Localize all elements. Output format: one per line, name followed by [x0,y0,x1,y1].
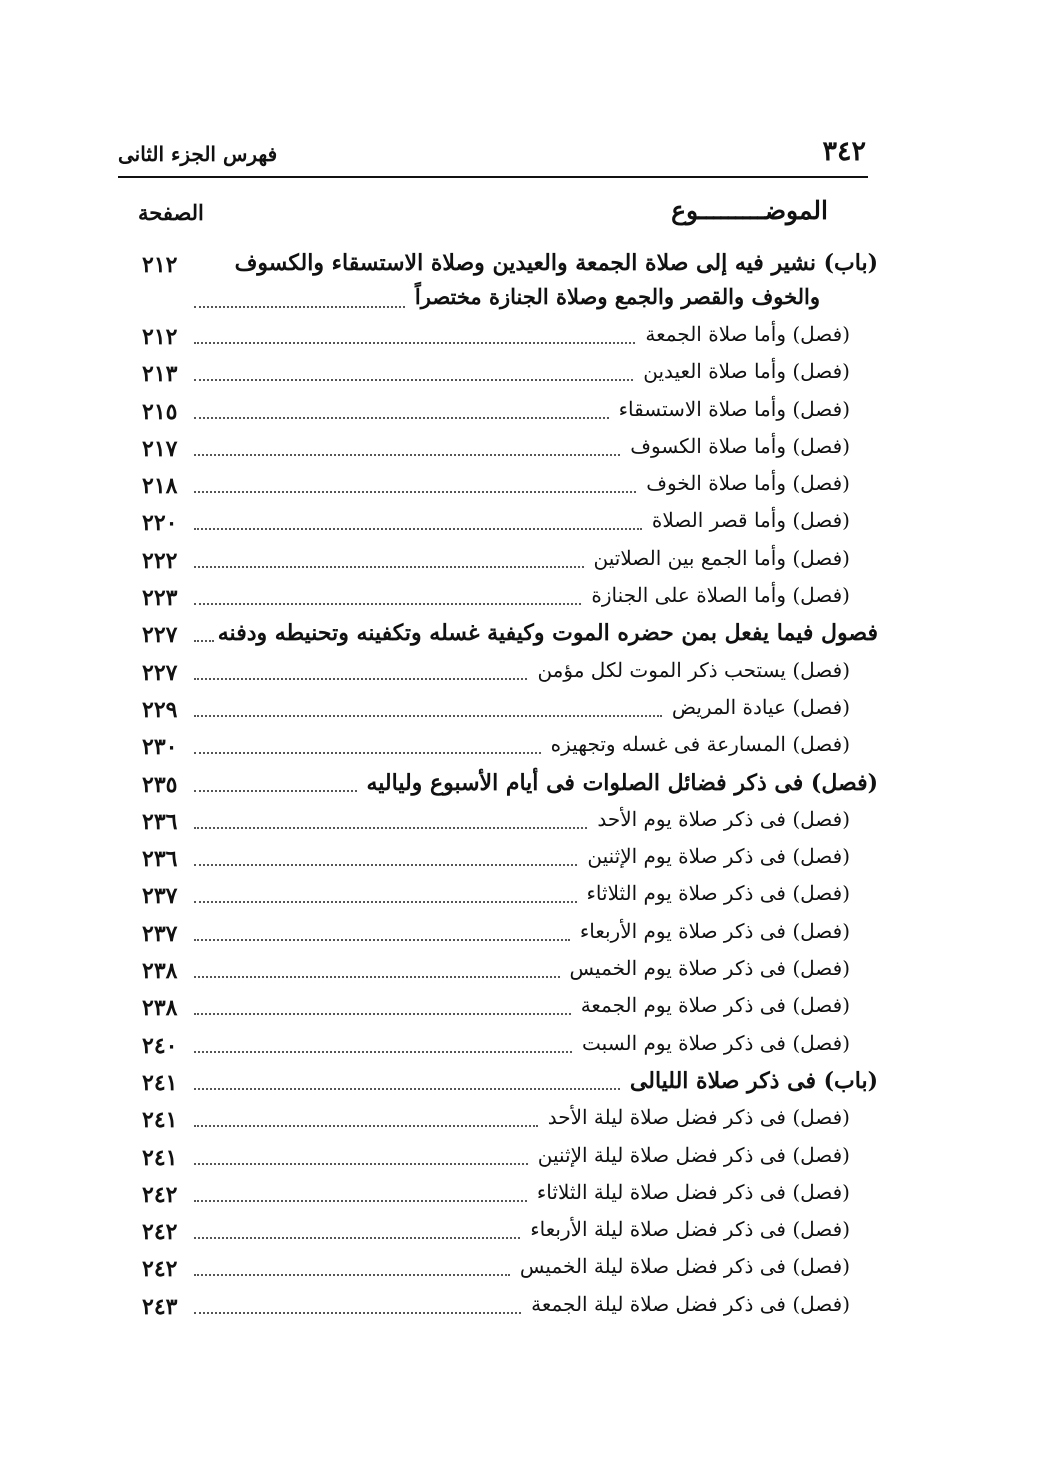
entry-page-number: ٢١٨ [142,473,178,500]
entry-page-number: ٢١٥ [142,398,178,425]
entry-title: (فصل) فى ذكر صلاة يوم السبت [582,1030,850,1055]
entry-page-number: ٢٤٢ [142,1219,178,1246]
toc-entry [118,691,878,728]
dot-leader [194,1274,510,1276]
entry-title: (باب) نشير فيه إلى صلاة الجمعة والعيدين وصلاة الاستسقاء والكسوف [234,250,878,276]
entry-title: (باب) فى ذكر صلاة الليالى [629,1067,878,1094]
entry-title: (فصل) وأما صلاة الجمعة [645,322,850,346]
table-of-contents [118,246,878,1325]
dot-leader [194,1237,520,1239]
entry-title: (فصل) وأما صلاة الكسوف [630,433,850,458]
dot-leader [194,939,570,941]
toc-entry [118,915,878,952]
page-header [118,136,868,176]
entry-page-number: ٢٢٩ [142,696,178,723]
toc-entry [118,430,878,467]
dot-leader [194,417,609,419]
dot-leader [194,1088,620,1090]
entry-title: (فصل) المسارعة فى غسله وتجهيزه [550,732,850,757]
dot-leader [194,603,581,605]
toc-section-entry [118,616,878,653]
toc-entry [118,504,878,541]
entry-title: (فصل) وأما صلاة العيدين [643,359,850,384]
entry-title: (فصل) فى ذكر صلاة يوم الأحد [597,806,850,831]
toc-entry [118,467,878,504]
page-number: ٣٤٢ [822,136,866,167]
toc-section-entry [118,766,878,803]
entry-title: (فصل) فى ذكر صلاة يوم الثلاثاء [586,881,850,906]
entry-page-number: ٢١٢ [142,324,178,350]
running-title: فهرس الجزء الثانى [118,142,278,166]
toc-entry [118,1288,878,1325]
entry-page-number: ٢٣٥ [142,771,178,798]
entry-page-number: ٢٣٠ [142,734,178,761]
column-headings [118,196,868,240]
dot-leader [194,976,560,978]
entry-title: (فصل) وأما قصر الصلاة [651,508,850,533]
toc-entry [118,952,878,989]
dot-leader [194,790,357,792]
toc-entry [118,654,878,691]
toc-entry [118,877,878,914]
dot-leader [194,1163,528,1165]
entry-title-continuation: والخوف والقصر والجمع وصلاة الجنازة مختصراً [414,284,820,309]
entry-page-number: ٢٣٧ [142,883,178,910]
toc-entry [118,1101,878,1138]
toc-entry [118,840,878,877]
entry-page-number: ٢٤٠ [142,1032,178,1059]
dot-leader [194,678,527,680]
header-rule [118,176,868,178]
toc-entry [118,393,878,430]
entry-title: (فصل) عيادة المريض [671,694,850,719]
entry-page-number: ٢٤١ [142,1144,178,1171]
entry-title: (فصل) فى ذكر فضل صلاة ليلة الإثنين [537,1142,850,1167]
entry-page-number: ٢٣٦ [142,808,178,835]
entry-page-number: ٢١٣ [142,361,178,388]
toc-entry [118,1250,878,1287]
toc-entry [118,728,878,765]
entry-title: (فصل) فى ذكر فضل صلاة ليلة الأحد [547,1105,850,1130]
entry-title: (فصل) وأما الجمع بين الصلاتين [593,545,850,570]
entry-title: (فصل) فى ذكر صلاة يوم الأربعاء [579,918,850,943]
dot-leader [194,491,636,493]
entry-page-number: ٢٣٨ [142,958,178,985]
toc-entry [118,803,878,840]
toc-entry [118,1139,878,1176]
toc-section-entry [118,1064,878,1101]
dot-leader [194,901,577,903]
dot-leader [194,528,642,530]
entry-page-number: ٢٤٣ [142,1293,178,1320]
entry-page-number: ٢٤١ [142,1069,178,1096]
entry-title: (فصل) فى ذكر فضل صلاة ليلة الثلاثاء [536,1179,850,1204]
toc-section-entry [118,246,878,318]
entry-title: فصول فيما يفعل بمن حضره الموت وكيفية غسله وتكفينه وتحنيطه ودفنه [217,620,878,647]
dot-leader [194,1013,571,1015]
toc-entry [118,542,878,579]
toc-entry [118,355,878,392]
entry-title: (فصل) فى ذكر فضائل الصلوات فى أيام الأسبوع ولياليه [366,769,878,796]
dot-leader [194,1312,521,1314]
toc-entry [118,989,878,1026]
entry-title: (فصل) وأما صلاة الخوف [646,471,850,496]
entry-title: (فصل) فى ذكر فضل صلاة ليلة الجمعة [531,1291,850,1316]
entry-page-number: ٢٢٧ [142,622,178,649]
dot-leader [194,342,635,344]
toc-entry [118,1213,878,1250]
dot-leader [194,715,662,717]
dot-leader [194,1051,572,1053]
entry-page-number: ٢٤٢ [142,1181,178,1208]
dot-leader [194,454,620,456]
entry-title: (فصل) يستحب ذكر الموت لكل مؤمن [537,657,850,682]
entry-title: (فصل) فى ذكر فضل صلاة ليلة الخميس [519,1254,850,1279]
entry-title: (فصل) فى ذكر صلاة يوم الجمعة [580,993,850,1018]
entry-page-number: ٢٤١ [142,1107,178,1134]
entry-page-number: ٢٢٧ [142,659,178,686]
dot-leader [194,379,633,381]
dot-leader [194,1200,527,1202]
entry-page-number: ٢١٢ [142,252,178,278]
entry-page-number: ٢٢٣ [142,585,178,612]
entry-title: (فصل) وأما صلاة الاستسقاء [618,396,850,421]
entry-page-number: ٢٢٠ [142,510,178,537]
dot-leader [194,640,214,642]
entry-title: (فصل) فى ذكر صلاة يوم الخميس [569,956,850,981]
entry-page-number: ٢٣٧ [142,920,178,947]
entry-title: (فصل) فى ذكر صلاة يوم الإثنين [587,844,850,869]
entry-page-number: ٢٣٦ [142,846,178,873]
topic-column-heading: الموضـــــــــوع [671,196,828,225]
entry-page-number: ٢٤٢ [142,1256,178,1283]
dot-leader [194,864,577,866]
entry-title: (فصل) فى ذكر فضل صلاة ليلة الأربعاء [530,1217,850,1242]
entry-page-number: ٢٣٨ [142,995,178,1022]
dot-leader [194,306,405,308]
toc-entry [118,318,878,355]
toc-entry [118,1176,878,1213]
entry-title: (فصل) وأما الصلاة على الجنازة [591,583,850,608]
toc-entry [118,579,878,616]
toc-entry [118,1027,878,1064]
entry-page-number: ٢١٧ [142,435,178,462]
dot-leader [194,566,584,568]
page-column-heading: الصفحة [138,200,204,225]
dot-leader [194,752,541,754]
dot-leader [194,1125,538,1127]
dot-leader [194,827,587,829]
entry-page-number: ٢٢٢ [142,547,178,574]
